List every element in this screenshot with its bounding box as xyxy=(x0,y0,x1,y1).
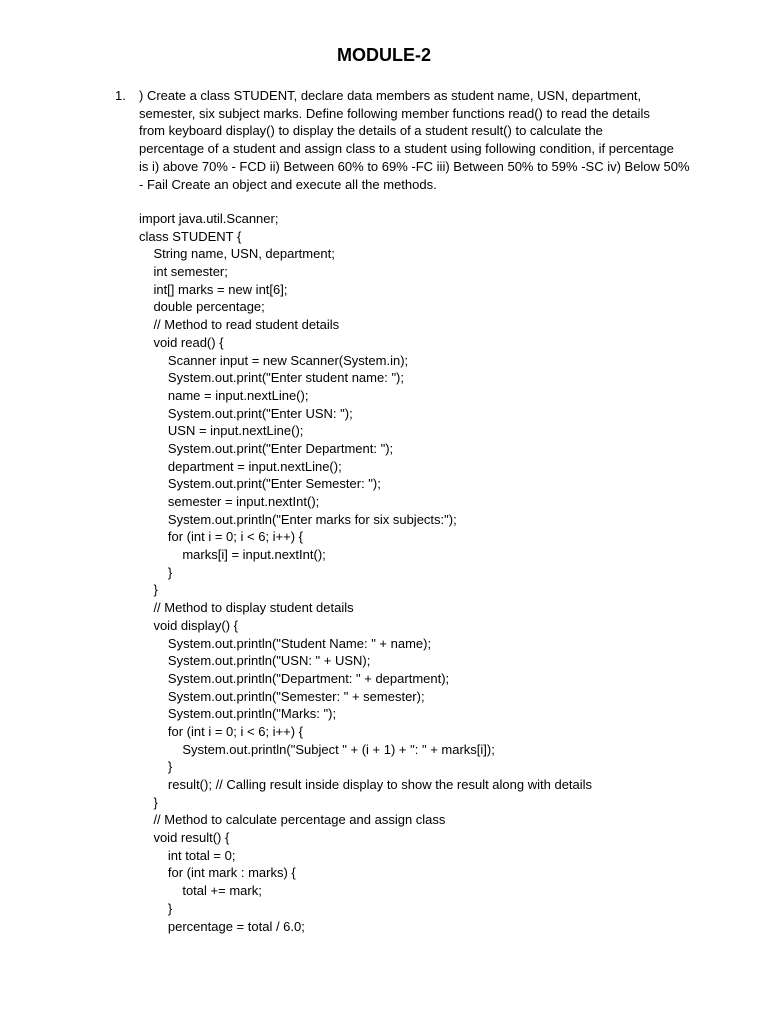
question-line: ) Create a class STUDENT, declare data members as student name, USN, department, xyxy=(139,88,642,103)
question-line: semester, six subject marks. Define following member functions read() to read the details xyxy=(139,105,650,121)
question-text xyxy=(139,87,690,193)
code-line: total += mark; xyxy=(139,883,262,899)
question-line: from keyboard display() to display the details of a student result() to calculate the xyxy=(139,123,603,139)
code-line: System.out.print("Enter USN: "); xyxy=(139,405,353,421)
question-line: is i) above 70% - FCD ii) Between 60% to 69% -FC iii) Between 50% to 59% -SC iv) Below 50% xyxy=(139,158,690,174)
code-line: int semester; xyxy=(139,264,228,280)
code-line: System.out.println("Semester: " + semester); xyxy=(139,688,425,704)
code-line: System.out.print("Enter student name: "); xyxy=(139,370,405,386)
code-line: System.out.println("Marks: "); xyxy=(139,706,337,722)
question-line: percentage of a student and assign class to a student using following condition, if percentage xyxy=(139,141,674,157)
code-line: import java.util.Scanner; xyxy=(139,211,279,226)
list-item-number: 1. xyxy=(115,88,126,103)
code-line: } xyxy=(139,900,173,916)
code-line: System.out.print("Enter Department: "); xyxy=(139,440,394,456)
code-line: marks[i] = input.nextInt(); xyxy=(139,547,326,563)
code-line: String name, USN, department; xyxy=(139,246,335,262)
code-line: // Method to calculate percentage and assign class xyxy=(139,812,446,828)
code-line: result(); // Calling result inside display to show the result along with details xyxy=(139,777,593,792)
code-line: double percentage; xyxy=(139,299,265,315)
code-line: } xyxy=(139,759,173,775)
code-line: System.out.println("Department: " + department); xyxy=(139,670,450,686)
code-line: // Method to read student details xyxy=(139,317,340,333)
page-title: MODULE-2 xyxy=(337,45,431,65)
code-line: int[] marks = new int[6]; xyxy=(139,281,288,297)
code-line: department = input.nextLine(); xyxy=(139,458,342,474)
code-line: USN = input.nextLine(); xyxy=(139,423,304,439)
code-line: semester = input.nextInt(); xyxy=(139,494,320,509)
code-line: for (int i = 0; i < 6; i++) { xyxy=(139,723,304,739)
code-line: void read() { xyxy=(139,334,224,350)
code-line: void display() { xyxy=(139,617,238,633)
code-line: for (int i = 0; i < 6; i++) { xyxy=(139,529,304,545)
code-line: System.out.println("Enter marks for six subjects:"); xyxy=(139,511,457,527)
code-line: // Method to display student details xyxy=(139,600,354,616)
code-line: System.out.println("USN: " + USN); xyxy=(139,653,371,669)
code-line: name = input.nextLine(); xyxy=(139,387,309,403)
code-line: } xyxy=(139,582,158,598)
code-line: System.out.print("Enter Semester: "); xyxy=(139,476,381,492)
code-line: Scanner input = new Scanner(System.in); xyxy=(139,352,409,368)
code-line: System.out.println("Student Name: " + name); xyxy=(139,635,432,651)
code-line: for (int mark : marks) { xyxy=(139,865,296,881)
code-line: class STUDENT { xyxy=(139,228,242,244)
code-line: } xyxy=(139,794,158,810)
code-line: percentage = total / 6.0; xyxy=(139,918,305,934)
code-line: } xyxy=(139,564,173,580)
code-block xyxy=(139,210,699,935)
code-line: System.out.println("Subject " + (i + 1) + ": " + marks[i]); xyxy=(139,741,495,757)
code-line: void result() { xyxy=(139,830,230,846)
question-line: - Fail Create an object and execute all the methods. xyxy=(139,176,437,192)
code-line: int total = 0; xyxy=(139,847,236,863)
